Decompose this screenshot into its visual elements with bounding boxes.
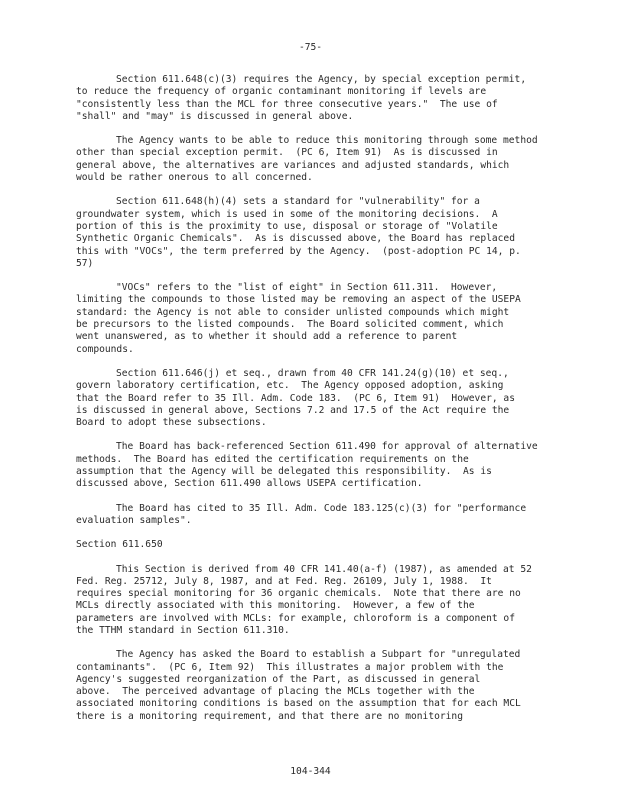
text-line: The Agency wants to be able to reduce this monitoring through some method xyxy=(116,135,538,147)
text-line: evaluation samples". xyxy=(76,514,192,526)
text-line: is discussed in general above, Sections 7.2 and 17.5 of the Act require the xyxy=(76,404,510,416)
paragraph xyxy=(76,196,556,270)
text-line: requires special monitoring for 36 organic chemicals. Note that there are no xyxy=(76,588,521,600)
paragraph xyxy=(76,441,556,490)
text-line: Synthetic Organic Chemicals". As is discussed above, the Board has replaced xyxy=(76,233,515,245)
text-line: methods. The Board has edited the certification requirements on the xyxy=(76,453,469,465)
text-line: Section 611.646(j) et seq., drawn from 40 CFR 141.24(g)(10) et seq., xyxy=(116,367,509,379)
text-line: that the Board refer to 35 Ill. Adm. Code 183. (PC 6, Item 91) However, as xyxy=(76,392,515,404)
text-line: Board to adopt these subsections. xyxy=(76,417,267,429)
paragraph xyxy=(76,649,556,723)
text-line: the TTHM standard in Section 611.310. xyxy=(76,624,290,636)
text-line: Section 611.648(h)(4) sets a standard for "vulnerability" for a xyxy=(116,196,480,208)
text-line: assumption that the Agency will be delegated this responsibility. As is xyxy=(76,466,492,478)
text-line: portion of this is the proximity to use, disposal or storage of "Volatile xyxy=(76,220,498,232)
text-line: limiting the compounds to those listed may be removing an aspect of the USEPA xyxy=(76,294,521,306)
text-line: other than special exception permit. (PC 6, Item 91) As is discussed in xyxy=(76,147,498,159)
text-line: parameters are involved with MCLs: for example, chloroform is a component of xyxy=(76,612,515,624)
text-line: Agency's suggested reorganization of the Part, as discussed in general xyxy=(76,673,481,685)
text-line: compounds. xyxy=(76,343,134,355)
text-line: discussed above, Section 611.490 allows USEPA certification. xyxy=(76,478,423,490)
text-line: Fed. Reg. 25712, July 8, 1987, and at Fed. Reg. 26109, July 1, 1988. It xyxy=(76,575,492,587)
text-line: Section 611.648(c)(3) requires the Agency, by special exception permit, xyxy=(116,74,527,85)
text-line: The Board has back-referenced Section 611.490 for approval of alternative xyxy=(116,441,538,453)
text-line: above. The perceived advantage of placing the MCLs together with the xyxy=(76,686,475,698)
paragraph xyxy=(76,503,556,528)
text-line: "shall" and "may" is discussed in general above. xyxy=(76,110,354,122)
text-line: associated monitoring conditions is based on the assumption that for each MCL xyxy=(76,698,521,710)
text-line: there is a monitoring requirement, and that there are no monitoring xyxy=(76,710,463,722)
text-line: groundwater system, which is used in some of the monitoring decisions. A xyxy=(76,208,498,220)
paragraph xyxy=(76,368,556,429)
text-line: The Agency has asked the Board to establish a Subpart for "unregulated xyxy=(116,649,521,661)
text-line: This Section is derived from 40 CFR 141.40(a-f) (1987), as amended at 52 xyxy=(116,563,532,575)
text-line: 57) xyxy=(76,257,94,269)
text-line: MCLs directly associated with this monitoring. However, a few of the xyxy=(76,600,475,612)
text-line: standard: the Agency is not able to consider unlisted compounds which might xyxy=(76,306,510,318)
text-line: this with "VOCs", the term preferred by the Agency. (post-adoption PC 14, p. xyxy=(76,245,521,257)
document-body xyxy=(76,74,556,735)
paragraph xyxy=(76,74,556,123)
text-line: The Board has cited to 35 Ill. Adm. Code 183.125(c)(3) for "performance xyxy=(116,502,527,514)
text-line: contaminants". (PC 6, Item 92) This illustrates a major problem with the xyxy=(76,661,504,673)
paragraph xyxy=(76,282,556,356)
text-line: "consistently less than the MCL for three consecutive years." The use of xyxy=(76,98,498,110)
text-line: went unanswered, as to whether it should add a reference to parent xyxy=(76,331,458,343)
paragraph xyxy=(76,564,556,638)
page-header-mark: -75- xyxy=(298,42,323,53)
text-line: govern laboratory certification, etc. The Agency opposed adoption, asking xyxy=(76,380,504,392)
page-footer-number: 104-344 xyxy=(290,766,331,777)
text-line: to reduce the frequency of organic contaminant monitoring if levels are xyxy=(76,86,487,98)
text-line: would be rather onerous to all concerned. xyxy=(76,172,313,184)
text-line: be precursors to the listed compounds. The Board solicited comment, which xyxy=(76,319,504,331)
section-heading: Section 611.650 xyxy=(76,539,163,551)
paragraph xyxy=(76,135,556,184)
text-line: general above, the alternatives are variances and adjusted standards, which xyxy=(76,159,510,171)
text-line: "VOCs" refers to the "list of eight" in Section 611.311. However, xyxy=(116,282,498,294)
